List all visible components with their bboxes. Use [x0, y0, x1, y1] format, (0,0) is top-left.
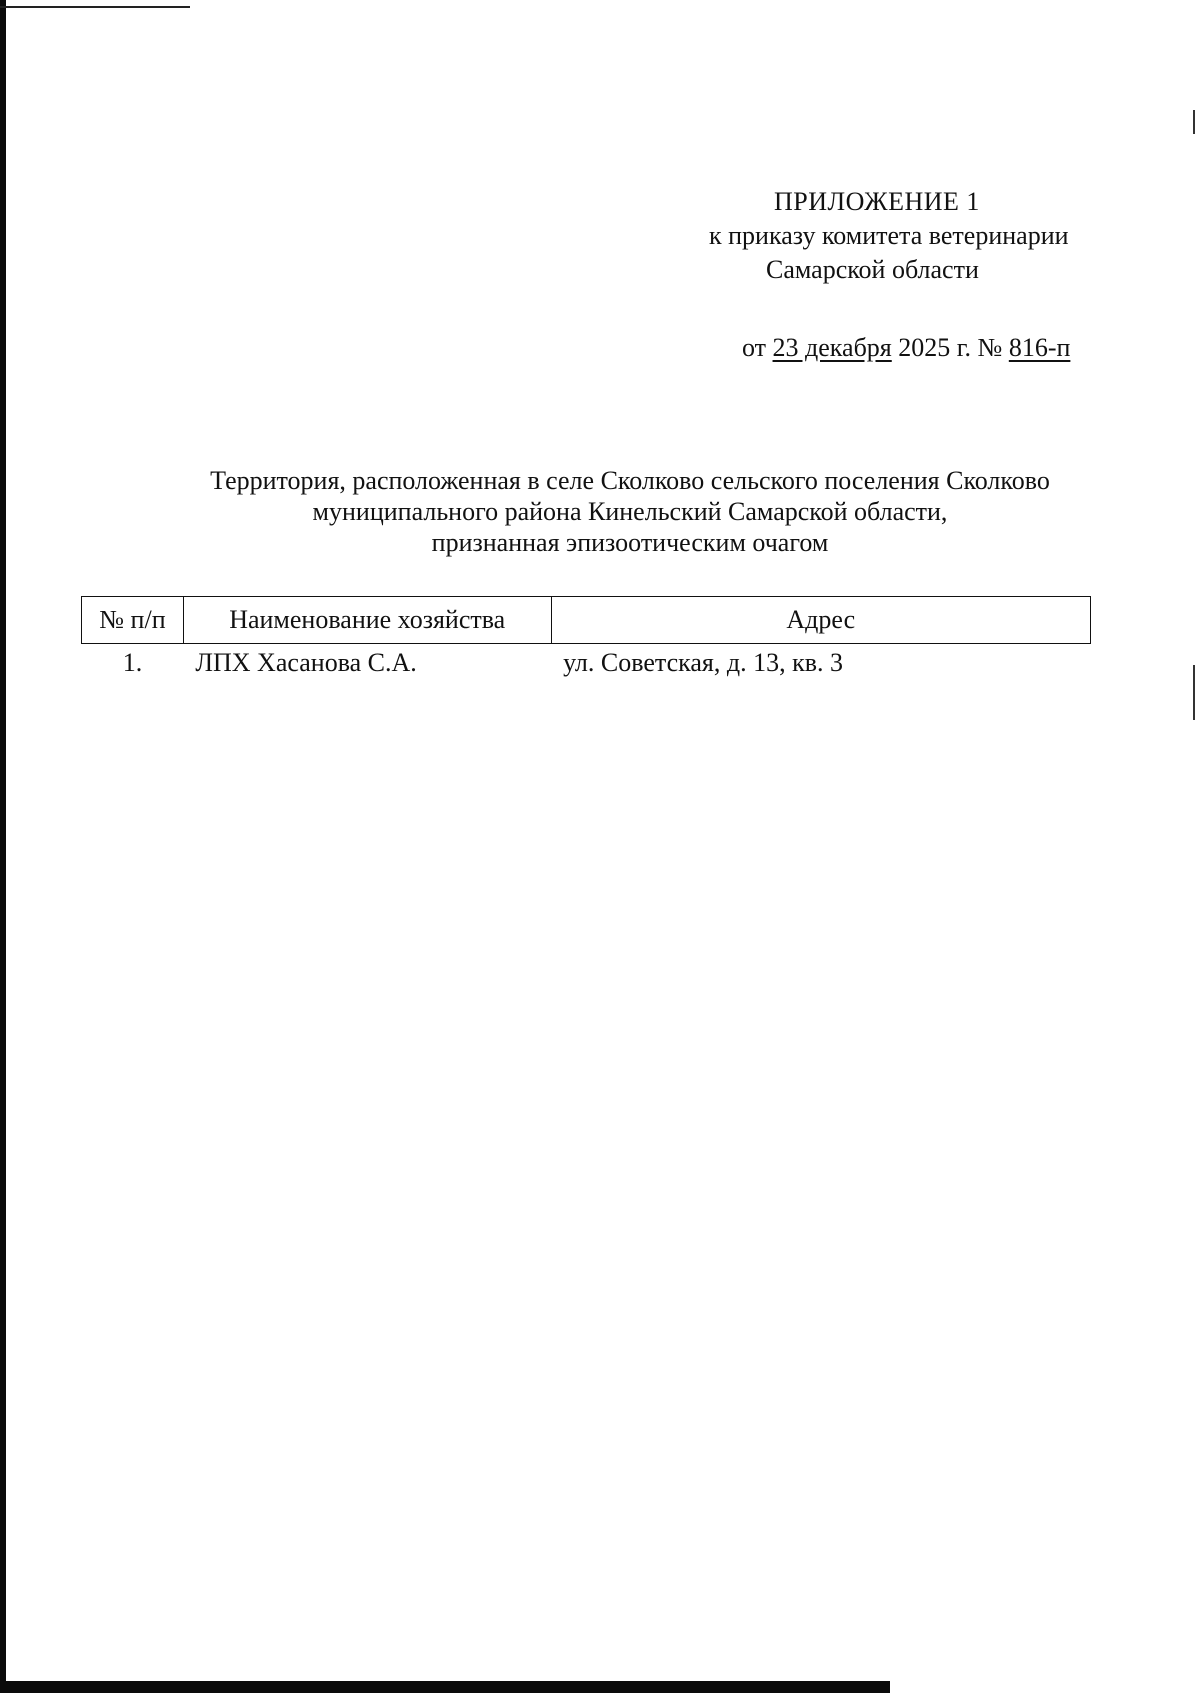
header-number: № п/п [82, 597, 184, 644]
heading-line: Территория, расположенная в селе Сколково сельского поселения Сколково [210, 466, 1050, 495]
scan-right-mark [1193, 110, 1195, 134]
scan-left-edge [0, 0, 6, 1693]
row-farm-name: ЛПХ Хасанова С.А. [195, 648, 417, 677]
scan-right-mark [1193, 665, 1195, 720]
header-address: Адрес [551, 597, 1090, 644]
heading-line: муниципального района Кинельский Самарской области, [312, 497, 948, 526]
order-number: 816-п [1008, 333, 1071, 362]
row-number: 1. [122, 648, 143, 677]
annex-title: ПРИЛОЖЕНИЕ 1 [774, 187, 980, 216]
date-prefix: от [742, 333, 767, 362]
date-value: 23 декабря [772, 333, 892, 362]
annex-order-reference: к приказу комитета ветеринарии [709, 221, 1069, 250]
row-address: ул. Советская, д. 13, кв. 3 [563, 648, 843, 677]
date-year: 2025 г. № [898, 333, 1003, 362]
scan-bottom-band [0, 1681, 890, 1693]
annex-date-line [742, 331, 1070, 365]
heading-line: признанная эпизоотическим очагом [431, 528, 829, 557]
header-farm-name: Наименование хозяйства [183, 597, 551, 644]
table-row [82, 644, 1091, 683]
scan-top-line [0, 6, 190, 8]
document-heading [160, 465, 1100, 558]
annex-region: Самарской области [766, 255, 979, 284]
farms-table [81, 596, 1091, 682]
table-header-row [82, 597, 1091, 644]
